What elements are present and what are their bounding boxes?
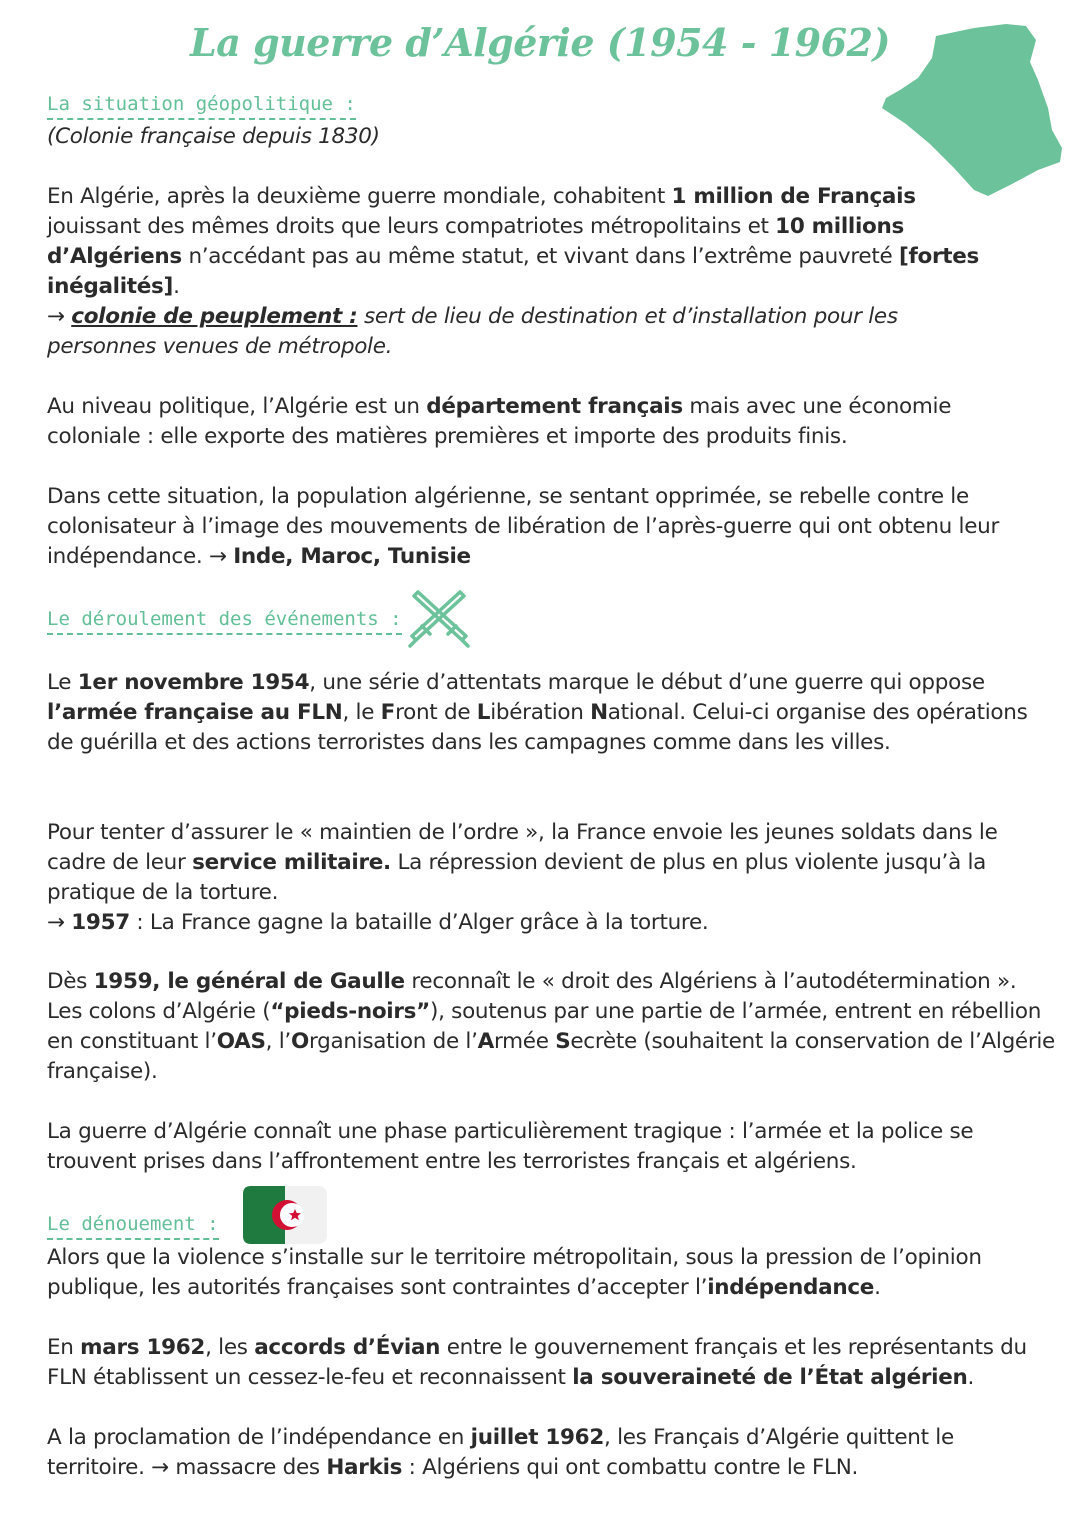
paragraph-debut-guerre: Le 1er novembre 1954, une série d’attentats marque le début d’une guerre qui oppose l’armée française au FLN, le Front de Libération National. Celui-ci organise des opérations de guérilla et des actions terroristes dans les campagnes comme dans les villes. — [47, 670, 1028, 755]
paragraph-population: En Algérie, après la deuxième guerre mondiale, cohabitent 1 million de Français jouissant des mêmes droits que leurs compatriotes métropolitains et 10 millions d’Algériens n’accédant pas au même statut, et vivant dans l’extrême pauvreté [fortes inégalités]. → colonie de peuplement : sert de lieu de destination et d’installation pour les personnes venues de métropole. — [47, 184, 980, 359]
page-title: La guerre d’Algérie (1954 - 1962) — [190, 20, 890, 65]
paragraph-de-gaulle: Dès 1959, le général de Gaulle reconnaît le « droit des Algériens à l’autodétermination ». Les colons d’Algérie (“pieds-noirs”), soutenus par une partie de l’armée, entrent en rébellion en constituant l’OAS, l’Organisation de l’Armée Secrète (souhaitent la conservation de l’Algérie française). — [47, 969, 1055, 1084]
paragraph-independance: Alors que la violence s’installe sur le territoire métropolitain, sous la pression de l’opinion publique, les autorités françaises sont contraintes d’accepter l’indépendance. — [47, 1245, 982, 1300]
paragraph-proclamation: A la proclamation de l’indépendance en juillet 1962, les Français d’Algérie quittent le territoire. → massacre des Harkis : Algériens qui ont combattu contre le FLN. — [47, 1425, 954, 1480]
algeria-flag-icon — [243, 1186, 327, 1244]
paragraph-rebellion: Dans cette situation, la population algérienne, se sentant opprimée, se rebelle contre le colonisateur à l’image des mouvements de libération de l’après-guerre qui ont obtenu leur indépendance. → Inde, Maroc, Tunisie — [47, 484, 999, 569]
paragraph-accords-evian: En mars 1962, les accords d’Évian entre le gouvernement français et les représentants du FLN établissent un cessez-le-feu et reconnaissent la souveraineté de l’État algérien. — [47, 1335, 1027, 1390]
section-heading-deroulement: Le déroulement des événements : — [47, 607, 402, 635]
crossed-swords-icon — [404, 586, 474, 652]
paragraph-repression: Pour tenter d’assurer le « maintien de l’ordre », la France envoie les jeunes soldats dans le cadre de leur service militaire. La répression devient de plus en plus violente jusqu’à la pratique de la torture. → 1957 : La France gagne la bataille d’Alger grâce à la torture. — [47, 820, 998, 935]
algeria-map-icon — [878, 18, 1068, 200]
definition-term: colonie de peuplement : — [71, 304, 358, 329]
colony-subtitle: (Colonie française depuis 1830) — [47, 124, 380, 149]
section-heading-denouement: Le dénouement : — [47, 1212, 219, 1240]
paragraph-politique: Au niveau politique, l’Algérie est un département français mais avec une économie coloniale : elle exporte des matières premières et importe des produits finis. — [47, 394, 952, 449]
section-heading-geopolitique: La situation géopolitique : — [47, 92, 356, 120]
paragraph-phase-tragique: La guerre d’Algérie connaît une phase particulièrement tragique : l’armée et la police se trouvent prises dans l’affrontement entre les terroristes français et algériens. — [47, 1119, 974, 1174]
